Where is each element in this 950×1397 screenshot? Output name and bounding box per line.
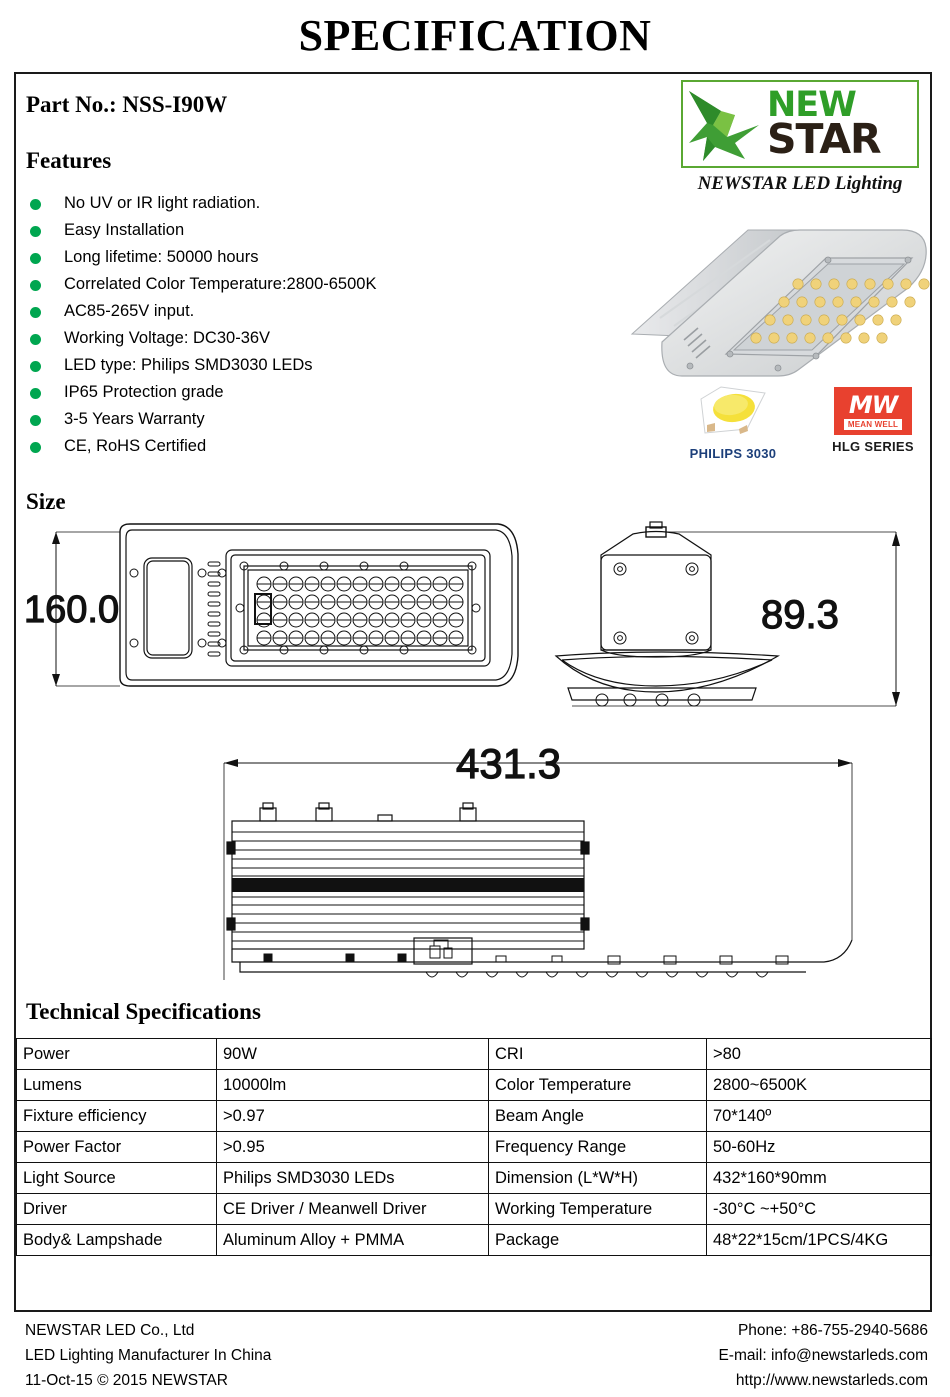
- table-row: [17, 1163, 932, 1194]
- bullet-icon: [30, 442, 41, 453]
- table-row: [17, 1194, 932, 1225]
- footer-copyright: 11-Oct-15 © 2015 NEWSTAR: [25, 1372, 228, 1389]
- spec-table: [16, 1038, 932, 1256]
- logo-new-text: NEW: [767, 85, 856, 126]
- spec-value: 70*140º: [707, 1101, 932, 1132]
- feature-item: [26, 379, 496, 406]
- table-row: [17, 1039, 932, 1070]
- footer-descriptor: LED Lighting Manufacturer In China: [25, 1347, 272, 1364]
- feature-item: [26, 325, 496, 352]
- spec-value: 48*22*15cm/1PCS/4KG: [707, 1225, 932, 1256]
- spec-value: Aluminum Alloy + PMMA: [217, 1225, 489, 1256]
- spec-value: 10000lm: [217, 1070, 489, 1101]
- spec-value: >0.97: [217, 1101, 489, 1132]
- bullet-icon: [30, 415, 41, 426]
- feature-label: Long lifetime: 50000 hours: [64, 248, 259, 266]
- spec-label: Power: [17, 1039, 217, 1070]
- meanwell-mark-box: [834, 387, 912, 435]
- bullet-icon: [30, 199, 41, 210]
- feature-label: No UV or IR light radiation.: [64, 194, 261, 212]
- spec-value: CE Driver / Meanwell Driver: [217, 1194, 489, 1225]
- table-row: [17, 1132, 932, 1163]
- star-icon: [683, 82, 765, 166]
- philips-caption: PHILIPS 3030: [689, 446, 777, 461]
- spec-label: Lumens: [17, 1070, 217, 1101]
- meanwell-mark: MW: [848, 390, 898, 419]
- page-title: SPECIFICATION: [298, 11, 652, 60]
- footer-company: NEWSTAR LED Co., Ltd: [25, 1322, 195, 1339]
- table-row: [17, 1225, 932, 1256]
- footer-website[interactable]: http://www.newstarleds.com: [735, 1372, 928, 1389]
- feature-item: [26, 271, 496, 298]
- spec-label: Package: [489, 1225, 707, 1256]
- footer-right: [718, 1318, 928, 1393]
- spec-label: Driver: [17, 1194, 217, 1225]
- meanwell-caption: HLG SERIES: [832, 439, 914, 454]
- length-dimension-label: 431.3: [456, 740, 562, 787]
- table-row: [17, 1101, 932, 1132]
- footer-email: E-mail: info@newstarleds.com: [718, 1347, 928, 1364]
- feature-label: Working Voltage: DC30-36V: [64, 329, 271, 347]
- feature-label: 3-5 Years Warranty: [64, 410, 205, 428]
- height-dimension-label: 89.3: [761, 593, 839, 637]
- footer-phone: Phone: +86-755-2940-5686: [737, 1322, 928, 1339]
- spec-value: 50-60Hz: [707, 1132, 932, 1163]
- size-heading: Size: [26, 489, 66, 514]
- part-number: Part No.: NSS-I90W: [26, 92, 228, 117]
- logo-wordmark: [765, 82, 917, 166]
- feature-label: LED type: Philips SMD3030 LEDs: [64, 356, 313, 374]
- spec-label: Power Factor: [17, 1132, 217, 1163]
- spec-label: CRI: [489, 1039, 707, 1070]
- bullet-icon: [30, 334, 41, 345]
- spec-value: >0.95: [217, 1132, 489, 1163]
- product-photo: [630, 214, 942, 380]
- bullet-icon: [30, 253, 41, 264]
- spec-label: Body& Lampshade: [17, 1225, 217, 1256]
- bullet-icon: [30, 388, 41, 399]
- feature-label: CE, RoHS Certified: [64, 437, 207, 455]
- feature-label: AC85-265V input.: [64, 302, 195, 320]
- bullet-icon: [30, 280, 41, 291]
- features-heading: Features: [26, 148, 112, 173]
- feature-item: [26, 406, 496, 433]
- philips-chip-logo: [668, 385, 798, 461]
- brand-block: [681, 80, 921, 195]
- table-row: [17, 1070, 932, 1101]
- spec-value: 90W: [217, 1039, 489, 1070]
- spec-value: Philips SMD3030 LEDs: [217, 1163, 489, 1194]
- meanwell-subtext: MEAN WELL: [844, 419, 902, 430]
- led-chip-icon: [695, 385, 771, 437]
- newstar-logo: [681, 80, 919, 168]
- feature-item: [26, 298, 496, 325]
- spec-label: Working Temperature: [489, 1194, 707, 1225]
- feature-item: [26, 190, 496, 217]
- feature-label: IP65 Protection grade: [64, 383, 224, 401]
- width-dimension-label: 160.0: [24, 589, 120, 631]
- side-view-drawing: [224, 759, 852, 980]
- page-footer: [16, 1318, 932, 1390]
- bullet-icon: [30, 361, 41, 372]
- tech-spec-heading: Technical Specifications: [26, 999, 261, 1024]
- spec-value: 432*160*90mm: [707, 1163, 932, 1194]
- feature-item: [26, 217, 496, 244]
- spec-label: Color Temperature: [489, 1070, 707, 1101]
- feature-item: [26, 244, 496, 271]
- spec-value: -30°C ~+50°C: [707, 1194, 932, 1225]
- brand-tagline: NEWSTAR LED Lighting: [697, 173, 903, 194]
- spec-value: >80: [707, 1039, 932, 1070]
- feature-item: [26, 352, 496, 379]
- top-view-drawing: [52, 524, 518, 686]
- spec-label: Fixture efficiency: [17, 1101, 217, 1132]
- bullet-icon: [30, 226, 41, 237]
- component-logos: [668, 385, 936, 473]
- footer-left: [25, 1318, 271, 1393]
- logo-star-text: STAR: [767, 115, 881, 164]
- end-view-drawing: [556, 522, 900, 706]
- meanwell-logo: [810, 385, 936, 454]
- spec-label: Dimension (L*W*H): [489, 1163, 707, 1194]
- dimension-drawings: [16, 510, 932, 995]
- spec-label: Beam Angle: [489, 1101, 707, 1132]
- feature-label: Easy Installation: [64, 221, 185, 239]
- features-list: [26, 190, 496, 460]
- feature-label: Correlated Color Temperature:2800-6500K: [64, 275, 377, 293]
- bullet-icon: [30, 307, 41, 318]
- spec-label: Frequency Range: [489, 1132, 707, 1163]
- feature-item: [26, 433, 496, 460]
- spec-value: 2800~6500K: [707, 1070, 932, 1101]
- spec-label: Light Source: [17, 1163, 217, 1194]
